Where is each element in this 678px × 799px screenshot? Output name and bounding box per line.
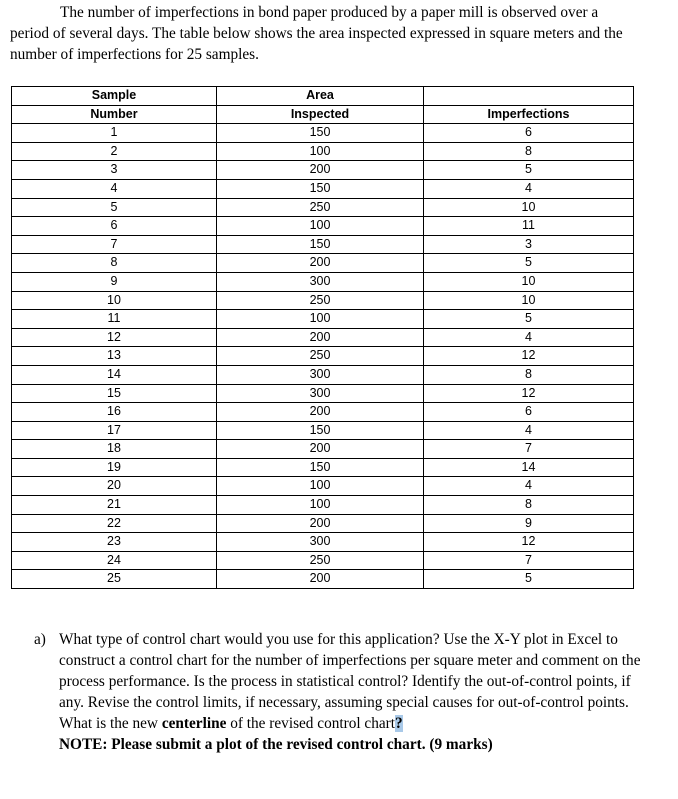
cell-area-inspected: 250	[217, 291, 424, 310]
table-row	[12, 551, 634, 570]
cell-imperfections: 12	[424, 533, 634, 552]
cell-imperfections: 12	[424, 347, 634, 366]
cell-sample-number: 11	[12, 310, 217, 329]
table-header-row-2	[12, 105, 634, 124]
table-row	[12, 254, 634, 273]
cell-sample-number: 2	[12, 142, 217, 161]
cell-area-inspected: 200	[217, 254, 424, 273]
header-imperfections: Imperfections	[424, 105, 634, 124]
table-row	[12, 477, 634, 496]
cell-sample-number: 3	[12, 161, 217, 180]
cell-sample-number: 1	[12, 124, 217, 143]
cell-imperfections: 4	[424, 179, 634, 198]
cell-area-inspected: 100	[217, 310, 424, 329]
cell-area-inspected: 250	[217, 198, 424, 217]
cell-imperfections: 6	[424, 124, 634, 143]
table-row	[12, 421, 634, 440]
question-text-part1: What type of control chart would you use for this application? Use the X-Y plot in Excel to construct a control chart for the number of imperfections per square meter and comment on the process performance. Is the process in statistical control? Identify the out-of-control points, if any. Revise the control limits, if necessary, assuming special causes for out-of-control points. What is the new	[59, 631, 641, 732]
cell-sample-number: 18	[12, 440, 217, 459]
table-row	[12, 235, 634, 254]
cell-sample-number: 12	[12, 328, 217, 347]
table-row	[12, 458, 634, 477]
cell-area-inspected: 200	[217, 328, 424, 347]
question-body	[59, 629, 644, 755]
cell-imperfections: 5	[424, 310, 634, 329]
cell-imperfections: 7	[424, 551, 634, 570]
table-row	[12, 514, 634, 533]
intro-paragraph: The number of imperfections in bond paper produced by a paper mill is observed over a period of several days. The table below shows the area inspected expressed in square meters and the number of imperfections for 25 samples.	[10, 4, 623, 63]
cell-sample-number: 17	[12, 421, 217, 440]
header-imperfections-top	[424, 87, 634, 106]
table-row	[12, 124, 634, 143]
header-sample-number: Sample	[12, 87, 217, 106]
cell-sample-number: 21	[12, 496, 217, 515]
cell-area-inspected: 250	[217, 347, 424, 366]
table-header-row-1	[12, 87, 634, 106]
cell-area-inspected: 200	[217, 570, 424, 589]
question-label: a)	[34, 631, 46, 648]
table-row	[12, 533, 634, 552]
table-row	[12, 142, 634, 161]
cell-area-inspected: 300	[217, 533, 424, 552]
cell-sample-number: 7	[12, 235, 217, 254]
cell-sample-number: 25	[12, 570, 217, 589]
table-row	[12, 328, 634, 347]
question-a	[34, 629, 644, 755]
cell-area-inspected: 150	[217, 458, 424, 477]
cell-area-inspected: 200	[217, 440, 424, 459]
cell-sample-number: 19	[12, 458, 217, 477]
question-text-part2: of the revised control chart	[230, 715, 396, 732]
cell-sample-number: 22	[12, 514, 217, 533]
cell-imperfections: 5	[424, 570, 634, 589]
cell-area-inspected: 300	[217, 365, 424, 384]
note-label: NOTE	[59, 736, 103, 753]
header-area-inspected-line2: Inspected	[217, 105, 424, 124]
cell-imperfections: 4	[424, 421, 634, 440]
centerline-term: centerline	[161, 715, 227, 732]
cell-area-inspected: 300	[217, 272, 424, 291]
cell-sample-number: 6	[12, 217, 217, 236]
header-sample-number-line2: Number	[12, 105, 217, 124]
table-row	[12, 440, 634, 459]
cell-sample-number: 5	[12, 198, 217, 217]
imperfections-table	[11, 86, 634, 589]
table-row	[12, 570, 634, 589]
cell-sample-number: 14	[12, 365, 217, 384]
cell-imperfections: 6	[424, 403, 634, 422]
table-row	[12, 198, 634, 217]
table-row	[12, 384, 634, 403]
cell-sample-number: 8	[12, 254, 217, 273]
cell-area-inspected: 150	[217, 124, 424, 143]
cell-imperfections: 10	[424, 291, 634, 310]
cell-imperfections: 10	[424, 272, 634, 291]
cell-imperfections: 9	[424, 514, 634, 533]
cell-imperfections: 11	[424, 217, 634, 236]
table-row	[12, 291, 634, 310]
cell-area-inspected: 100	[217, 496, 424, 515]
cell-imperfections: 4	[424, 328, 634, 347]
cell-area-inspected: 200	[217, 514, 424, 533]
cell-imperfections: 4	[424, 477, 634, 496]
cell-sample-number: 15	[12, 384, 217, 403]
cell-area-inspected: 100	[217, 477, 424, 496]
cell-sample-number: 16	[12, 403, 217, 422]
table-row	[12, 310, 634, 329]
cell-sample-number: 23	[12, 533, 217, 552]
cell-area-inspected: 250	[217, 551, 424, 570]
cell-sample-number: 20	[12, 477, 217, 496]
highlighted-question-mark: ?	[395, 715, 403, 732]
table-row	[12, 217, 634, 236]
cell-imperfections: 12	[424, 384, 634, 403]
table-row	[12, 179, 634, 198]
cell-sample-number: 13	[12, 347, 217, 366]
cell-sample-number: 24	[12, 551, 217, 570]
cell-imperfections: 5	[424, 161, 634, 180]
table-row	[12, 161, 634, 180]
cell-sample-number: 9	[12, 272, 217, 291]
note-text: : Please submit a plot of the revised control chart. (9 marks)	[102, 736, 493, 753]
cell-imperfections: 7	[424, 440, 634, 459]
table-row	[12, 347, 634, 366]
cell-sample-number: 4	[12, 179, 217, 198]
cell-area-inspected: 150	[217, 235, 424, 254]
cell-imperfections: 10	[424, 198, 634, 217]
table-row	[12, 496, 634, 515]
cell-sample-number: 10	[12, 291, 217, 310]
table-row	[12, 403, 634, 422]
cell-area-inspected: 150	[217, 179, 424, 198]
cell-imperfections: 8	[424, 365, 634, 384]
cell-area-inspected: 100	[217, 217, 424, 236]
cell-imperfections: 5	[424, 254, 634, 273]
cell-area-inspected: 100	[217, 142, 424, 161]
cell-imperfections: 14	[424, 458, 634, 477]
table-row	[12, 272, 634, 291]
cell-imperfections: 8	[424, 496, 634, 515]
cell-area-inspected: 200	[217, 161, 424, 180]
table-row	[12, 365, 634, 384]
header-area-inspected: Area	[217, 87, 424, 106]
table-body	[12, 124, 634, 589]
cell-imperfections: 8	[424, 142, 634, 161]
cell-area-inspected: 300	[217, 384, 424, 403]
cell-area-inspected: 150	[217, 421, 424, 440]
cell-imperfections: 3	[424, 235, 634, 254]
cell-area-inspected: 200	[217, 403, 424, 422]
